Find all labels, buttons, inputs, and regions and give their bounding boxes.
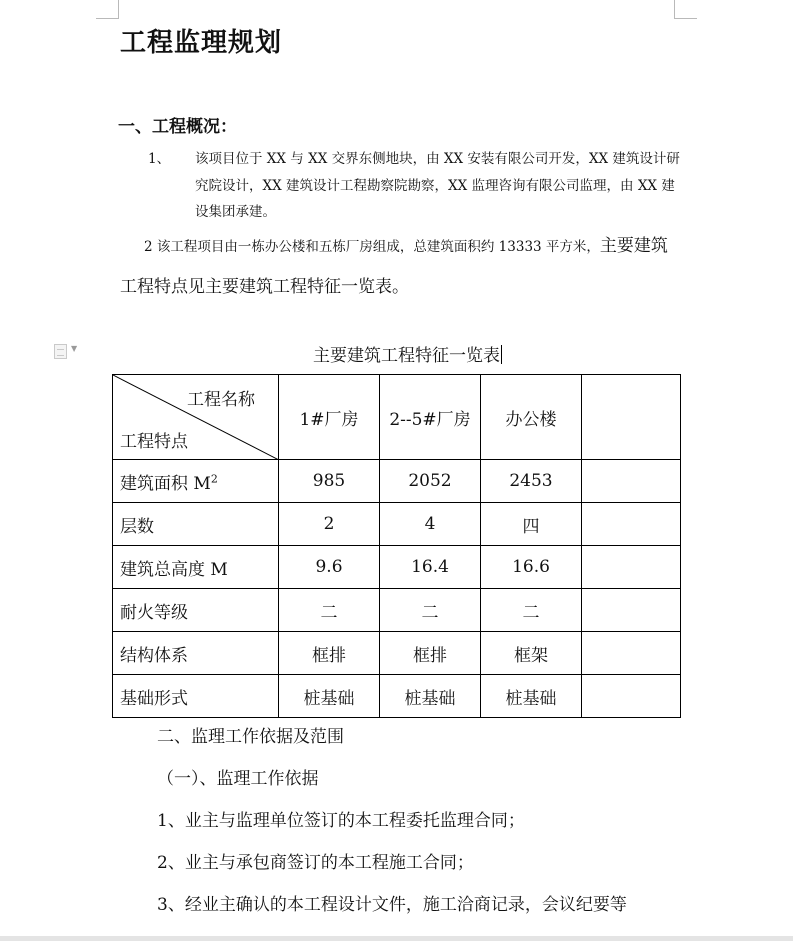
table-cell: 框排	[380, 632, 481, 675]
document-icon[interactable]	[54, 344, 67, 359]
section2-heading: 二、监理工作依据及范围	[157, 727, 344, 747]
table-cell: 桩基础	[279, 675, 380, 718]
column-header	[582, 375, 681, 460]
page-bottom-edge	[0, 936, 793, 941]
table-row	[113, 546, 681, 589]
row-header	[113, 460, 279, 503]
row-header: 建筑总高度 M	[113, 546, 279, 589]
table-row	[113, 503, 681, 546]
crop-mark-top-right	[674, 0, 697, 19]
table-row	[113, 675, 681, 718]
item2-text-large: 主要建筑	[599, 236, 668, 256]
row-header: 基础形式	[113, 675, 279, 718]
table-cell	[582, 589, 681, 632]
table-cell: 二	[279, 589, 380, 632]
item2-text-small: 2 该工程项目由一栋办公楼和五栋厂房组成，总建筑面积约 13333 平方米，	[144, 239, 600, 255]
table-cell: 4	[380, 503, 481, 546]
column-header: 2--5#厂房	[380, 375, 481, 460]
corner-label-top: 工程名称	[187, 390, 255, 410]
table-cell: 二	[380, 589, 481, 632]
item2-continuation: 工程特点见主要建筑工程特征一览表。	[120, 277, 409, 297]
table-row	[113, 632, 681, 675]
document-title: 工程监理规划	[120, 28, 283, 58]
column-header: 1#厂房	[279, 375, 380, 460]
table-cell: 桩基础	[380, 675, 481, 718]
table-cell: 二	[481, 589, 582, 632]
table-cell: 16.4	[380, 546, 481, 589]
row-header: 层数	[113, 503, 279, 546]
item2-line	[144, 231, 668, 256]
table-cell: 框架	[481, 632, 582, 675]
table-cell: 桩基础	[481, 675, 582, 718]
section1-heading: 一、工程概况：	[118, 117, 237, 137]
table-cell: 985	[279, 460, 380, 503]
table-cell: 2	[279, 503, 380, 546]
table-cell: 框排	[279, 632, 380, 675]
table-row	[113, 460, 681, 503]
text-cursor	[501, 345, 502, 364]
table-cell: 9.6	[279, 546, 380, 589]
table-corner-cell	[113, 375, 279, 460]
item1-number: 1、	[148, 151, 171, 167]
table-row	[113, 589, 681, 632]
table-header-row	[113, 375, 681, 460]
table-caption-text: 主要建筑工程特征一览表	[313, 346, 500, 366]
row-header: 结构体系	[113, 632, 279, 675]
table-cell	[582, 675, 681, 718]
crop-mark-top-left	[96, 0, 119, 19]
feature-table	[112, 374, 681, 718]
table-cell	[582, 503, 681, 546]
table-caption	[313, 341, 502, 366]
row-header-superscript: 2	[210, 471, 218, 485]
table-cell: 2453	[481, 460, 582, 503]
column-header: 办公楼	[481, 375, 582, 460]
list-item: 3、经业主确认的本工程设计文件，施工洽商记录，会议纪要等	[157, 895, 627, 915]
row-header-text: 建筑面积 M	[120, 473, 211, 494]
table-cell	[582, 460, 681, 503]
table-cell	[582, 546, 681, 589]
chevron-down-icon[interactable]: ▼	[71, 344, 78, 353]
list-item: 2、业主与承包商签订的本工程施工合同；	[157, 853, 474, 873]
table-cell: 四	[481, 503, 582, 546]
section2-subheading: （一）、监理工作依据	[157, 769, 319, 789]
table-cell: 16.6	[481, 546, 582, 589]
corner-label-bottom: 工程特点	[120, 432, 188, 452]
item1-text: 该项目位于 XX 与 XX 交界东侧地块，由 XX 安装有限公司开发，XX 建筑设计研究院设计，XX 建筑设计工程勘察院勘察，XX 监理咨询有限公司监理，由 XX 建设集团承建。	[195, 151, 680, 220]
table-cell	[582, 632, 681, 675]
table-cell: 2052	[380, 460, 481, 503]
row-header: 耐火等级	[113, 589, 279, 632]
list-item: 1、业主与监理单位签订的本工程委托监理合同；	[157, 811, 525, 831]
